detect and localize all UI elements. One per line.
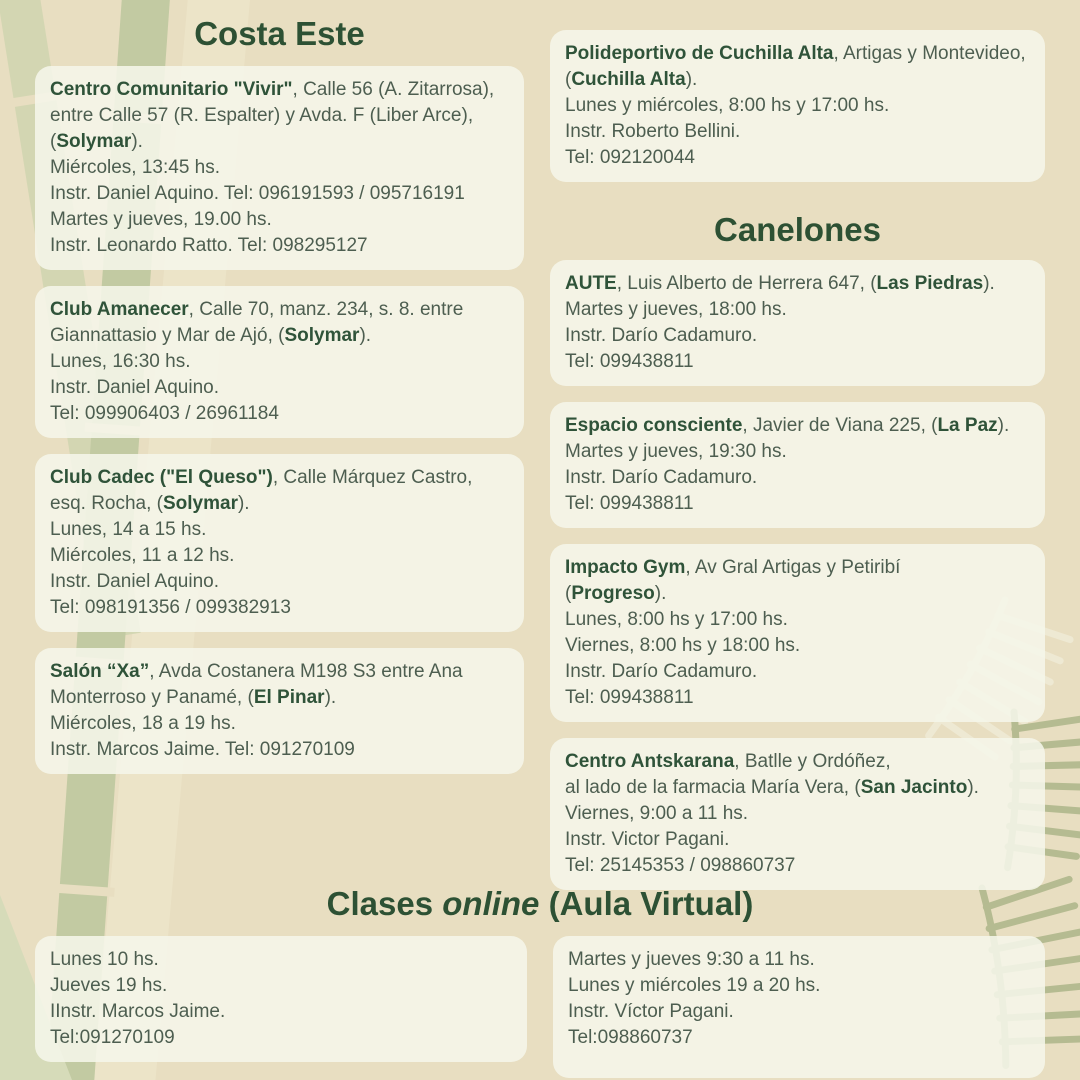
detail-text: Martes y jueves, 19:30 hs.: [565, 441, 787, 462]
card-line: [50, 401, 509, 427]
venue-name-text: La Paz: [937, 415, 998, 436]
detail-text: Instr. Darío Cadamuro.: [565, 467, 758, 488]
detail-text: Tel: 099906403 / 26961184: [50, 403, 279, 424]
venue-name-text: Progreso: [571, 583, 655, 604]
venue-name-text: Club Cadec ("El Queso"): [50, 467, 273, 488]
venue-name-text: Las Piedras: [876, 273, 984, 294]
venue-name-text: (Aula Virtual): [539, 885, 754, 922]
detail-text: , Avda Costanera M198 S3 entre Ana Monterroso y Panamé, (: [50, 661, 463, 708]
venue-name-text: San Jacinto: [860, 777, 968, 798]
detail-text: (: [565, 583, 572, 604]
venue-name-text: online: [442, 885, 540, 922]
venue-card-centro-comunitario-vivir: [35, 66, 524, 270]
detail-text: ).: [997, 415, 1010, 436]
venue-card-centro-antskarana: [550, 738, 1045, 890]
venue-name-text: Cuchilla Alta: [571, 69, 686, 90]
detail-text: Miércoles, 13:45 hs.: [50, 157, 221, 178]
online-card-marcos-jaime: [35, 936, 527, 1062]
card-line: [50, 659, 509, 711]
schedule-columns: [35, 0, 1045, 890]
card-line: [565, 297, 1030, 323]
detail-text: , Calle 70, manz. 234, s. 8. entre Giannattasio y Mar de Ajó, (: [50, 299, 464, 346]
detail-text: ).: [983, 273, 995, 294]
card-line: [50, 595, 509, 621]
detail-text: Tel: 25145353 / 098860737: [565, 855, 796, 876]
detail-text: Lunes, 8:00 hs y 17:00 hs.: [565, 609, 788, 630]
venue-card-club-amanecer: [35, 286, 524, 438]
detail-text: , Luis Alberto de Herrera 647, (: [616, 273, 877, 294]
column-canelones: [550, 0, 1045, 890]
detail-text: , Av Gral Artigas y Petiribí: [685, 557, 901, 578]
online-cards-row: [0, 936, 1080, 1078]
venue-card-polideportivo-cuchilla-alta: [550, 30, 1045, 182]
card-line: [565, 119, 1030, 145]
detail-text: ).: [237, 493, 250, 514]
card-line: [565, 659, 1030, 685]
card-line: [50, 517, 509, 543]
card-line: [50, 569, 509, 595]
detail-text: , Batlle y Ordóñez,: [734, 751, 891, 772]
card-line: [568, 973, 1030, 999]
column-costa-este: [35, 0, 524, 890]
card-line: [565, 271, 1030, 297]
detail-text: Martes y jueves, 18:00 hs.: [565, 299, 787, 320]
detail-text: Martes y jueves, 19.00 hs.: [50, 209, 272, 230]
card-line: [565, 581, 1030, 607]
detail-text: ).: [685, 69, 698, 90]
venue-name-text: El Pinar: [253, 687, 325, 708]
card-line: [50, 947, 512, 973]
section-title-canelones: Canelones: [714, 211, 881, 248]
card-line: [50, 349, 509, 375]
detail-text: Miércoles, 11 a 12 hs.: [50, 545, 235, 566]
card-line: [565, 491, 1030, 517]
card-line: [50, 181, 509, 207]
card-line: [565, 685, 1030, 711]
card-line: [50, 465, 509, 517]
card-line: [565, 145, 1030, 171]
card-line: [565, 41, 1030, 93]
card-line: [568, 1025, 1030, 1051]
detail-text: Viernes, 8:00 hs y 18:00 hs.: [565, 635, 801, 656]
detail-text: ).: [131, 131, 143, 152]
card-line: [565, 853, 1030, 879]
detail-text: Instr. Leonardo Ratto. Tel: 098295127: [50, 235, 368, 256]
detail-text: ).: [967, 777, 979, 798]
venue-name-text: Solymar: [56, 131, 132, 152]
detail-text: , Calle Márquez Castro, esq. Rocha, (: [50, 467, 473, 514]
detail-text: ).: [359, 325, 372, 346]
detail-text: Tel: 099438811: [565, 687, 694, 708]
venue-card-aute: [550, 260, 1045, 386]
detail-text: Lunes y miércoles 19 a 20 hs.: [568, 975, 821, 996]
detail-text: Lunes y miércoles, 8:00 hs y 17:00 hs.: [565, 95, 890, 116]
detail-text: , Calle 56 (A. Zitarrosa), entre Calle 57 (R. Espalter) y Avda. F (Liber Arce), (: [50, 79, 495, 152]
card-line: [565, 93, 1030, 119]
detail-text: Tel:091270109: [50, 1027, 175, 1048]
venue-name-text: Impacto Gym: [565, 557, 686, 578]
venue-card-espacio-consciente: [550, 402, 1045, 528]
detail-text: Tel: 099438811: [565, 351, 694, 372]
detail-text: Lunes 10 hs.: [50, 949, 159, 970]
card-line: [565, 465, 1030, 491]
detail-text: Instr. Roberto Bellini.: [565, 121, 741, 142]
detail-text: Instr. Daniel Aquino.: [50, 571, 219, 592]
detail-text: Tel: 098191356 / 099382913: [50, 597, 291, 618]
detail-text: Tel: 099438811: [565, 493, 694, 514]
card-line: [50, 973, 512, 999]
venue-name-text: Salón “Xa”: [50, 661, 150, 682]
detail-text: Lunes, 16:30 hs.: [50, 351, 191, 372]
venue-name-text: AUTE: [565, 273, 617, 294]
detail-text: Instr. Víctor Pagani.: [568, 1001, 734, 1022]
card-line: [50, 737, 509, 763]
detail-text: Jueves 19 hs.: [50, 975, 168, 996]
venue-name-text: Espacio consciente: [565, 415, 743, 436]
card-line: [565, 827, 1030, 853]
detail-text: Instr. Darío Cadamuro.: [565, 661, 758, 682]
card-line: [565, 413, 1030, 439]
card-line: [565, 555, 1030, 581]
venue-card-impacto-gym: [550, 544, 1045, 722]
card-line: [50, 155, 509, 181]
card-line: [50, 207, 509, 233]
section-online-classes: [0, 882, 1080, 1078]
detail-text: , Javier de Viana 225, (: [742, 415, 938, 436]
detail-text: , Artigas y Montevideo, (: [565, 43, 1026, 90]
card-line: [50, 233, 509, 259]
card-line: [565, 323, 1030, 349]
venue-card-salon-xa: [35, 648, 524, 774]
card-line: [50, 543, 509, 569]
card-line: [50, 77, 509, 155]
detail-text: Instr. Victor Pagani.: [565, 829, 730, 850]
card-line: [568, 999, 1030, 1025]
section-title-costa-este: Costa Este: [194, 15, 365, 52]
detail-text: al lado de la farmacia María Vera, (: [565, 777, 861, 798]
card-line: [565, 607, 1030, 633]
detail-text: Instr. Daniel Aquino.: [50, 377, 219, 398]
venue-name-text: Clases: [326, 885, 443, 922]
card-line: [565, 801, 1030, 827]
detail-text: Instr. Marcos Jaime. Tel: 091270109: [50, 739, 355, 760]
card-line: [50, 375, 509, 401]
card-line: [50, 1025, 512, 1051]
detail-text: ).: [654, 583, 667, 604]
card-line: [50, 999, 512, 1025]
venue-name-text: Centro Antskarana: [565, 751, 735, 772]
card-line: [565, 349, 1030, 375]
detail-text: Viernes, 9:00 a 11 hs.: [565, 803, 749, 824]
detail-text: Tel: 092120044: [565, 147, 695, 168]
venue-card-club-cadec-el-queso: [35, 454, 524, 632]
venue-name-text: Solymar: [163, 493, 238, 514]
venue-name-text: Polideportivo de Cuchilla Alta: [565, 43, 834, 64]
detail-text: ).: [324, 687, 337, 708]
online-card-victor-pagani: [553, 936, 1045, 1078]
card-line: [565, 633, 1030, 659]
venue-name-text: Centro Comunitario "Vivir": [50, 79, 293, 100]
card-line: [565, 775, 1030, 801]
detail-text: Lunes, 14 a 15 hs.: [50, 519, 207, 540]
card-line: [50, 711, 509, 737]
card-line: [565, 749, 1030, 775]
detail-text: Instr. Darío Cadamuro.: [565, 325, 758, 346]
detail-text: Martes y jueves 9:30 a 11 hs.: [568, 949, 815, 970]
venue-name-text: Club Amanecer: [50, 299, 189, 320]
detail-text: Miércoles, 18 a 19 hs.: [50, 713, 236, 734]
detail-text: Instr. Daniel Aquino. Tel: 096191593 / 095716191: [50, 183, 465, 204]
detail-text: Tel:098860737: [568, 1027, 693, 1048]
section-title-online: [0, 882, 1080, 926]
venue-name-text: Solymar: [284, 325, 360, 346]
card-line: [568, 947, 1030, 973]
card-line: [565, 439, 1030, 465]
card-line: [50, 297, 509, 349]
detail-text: IInstr. Marcos Jaime.: [50, 1001, 226, 1022]
